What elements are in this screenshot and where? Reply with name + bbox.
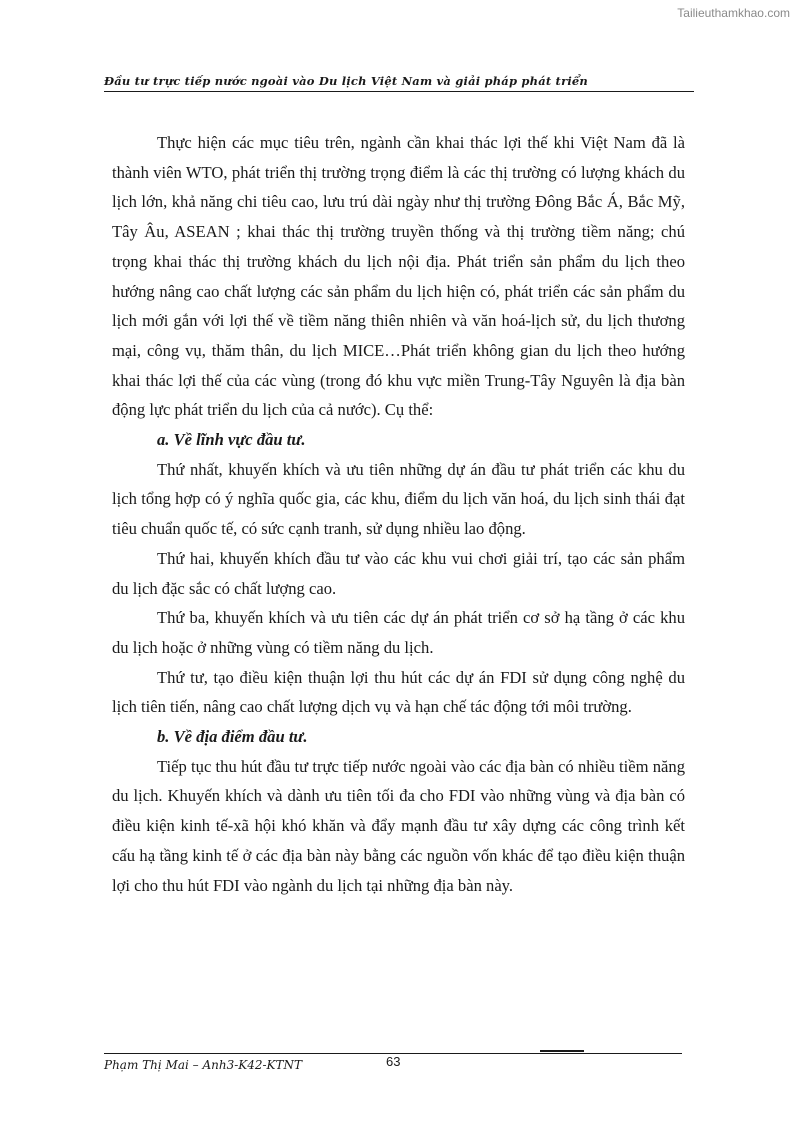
- header-divider: [104, 91, 694, 92]
- section-a-paragraph-3: Thứ ba, khuyến khích và ưu tiên các dự án phát triển cơ sở hạ tầng ở các khu du lịch hoặc ở những vùng có tiềm năng du lịch.: [112, 608, 685, 657]
- section-a-paragraph-2: Thứ hai, khuyến khích đầu tư vào các khu vui chơi giải trí, tạo các sản phẩm du lịch đặc sắc có chất lượng cao.: [112, 548, 685, 598]
- watermark-text: Tailieuthamkhao.com: [677, 6, 790, 20]
- section-b-paragraph-1: Tiếp tục thu hút đầu tư trực tiếp nước ngoài vào các địa bàn có nhiều tiềm năng du lịch. Khuyến khích và dành ưu tiên tối đa cho FDI vào những vùng và địa bàn có điều kiện kinh tế-xã hội khó khăn và đẩy mạnh đầu tư xây dựng các công trình kết cấu hạ tầng kinh tế ở các địa bàn này bằng các nguồn vốn khác để tạo điều kiện thuận lợi cho thu hút FDI vào ngành du lịch tại những địa bàn này.: [112, 756, 685, 895]
- section-a-paragraph-4: Thứ tư, tạo điều kiện thuận lợi thu hút các dự án FDI sử dụng công nghệ du lịch tiên tiến, nâng cao chất lượng dịch vụ và hạn chế tác động tới môi trường.: [112, 667, 685, 717]
- footer-mark: [540, 1050, 584, 1052]
- intro-paragraph: Thực hiện các mục tiêu trên, ngành cần khai thác lợi thế khi Việt Nam đã là thành viên WTO, phát triển thị trường trọng điểm là các thị trường có lượng khách du lịch lớn, khả năng chi tiêu cao, lưu trú dài ngày như thị trường Đông Bắc Á, Bắc Mỹ, Tây Âu, ASEAN ; khai thác thị trường truyền thống và thị trường tiềm năng; chú trọng khai thác thị trường khách du lịch nội địa. Phát triển sản phẩm du lịch theo hướng nâng cao chất lượng các sản phẩm du lịch hiện có, phát triển các sản phẩm du lịch mới gắn với lợi thế về tiềm năng thiên nhiên và văn hoá-lịch sử, du lịch thương mại, công vụ, thăm thân, du lịch MICE…Phát triển không gian du lịch theo hướng khai thác lợi thế của các vùng (trong đó khu vực miền Trung-Tây Nguyên là địa bàn động lực phát triển du lịch của cả nước). Cụ thể:: [112, 133, 685, 420]
- running-header-title: Đầu tư trực tiếp nước ngoài vào Du lịch Việt Nam và giải pháp phát triển: [104, 74, 588, 88]
- section-b-heading: b. Về địa điểm đầu tư.: [157, 727, 308, 747]
- section-a-heading: a. Về lĩnh vực đầu tư.: [157, 430, 306, 450]
- footer-author: Phạm Thị Mai – Anh3-K42-KTNT: [104, 1058, 303, 1072]
- section-a-paragraph-1: Thứ nhất, khuyến khích và ưu tiên những dự án đầu tư phát triển các khu du lịch tổng hợp có ý nghĩa quốc gia, các khu, điểm du lịch văn hoá, du lịch sinh thái đạt tiêu chuẩn quốc tế, có sức cạnh tranh, sử dụng nhiều lao động.: [112, 459, 685, 539]
- page-body: [112, 128, 685, 900]
- page-number: 63: [386, 1054, 401, 1069]
